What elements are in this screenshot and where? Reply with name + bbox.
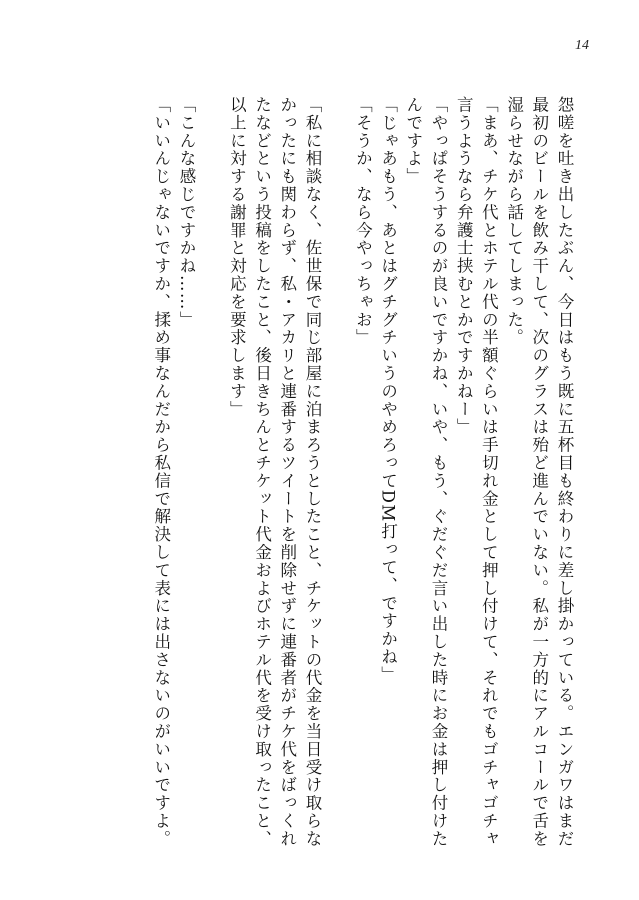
text-line: 「そうか、なら今やっちゃお」 <box>353 96 373 347</box>
text-line: 「私に相談なく、佐世保で同じ部屋に泊まろうとしたこと、チケットの代金を当日受け取らな <box>302 96 322 848</box>
text-line: 「まあ、チケ代とホテル代の半額ぐらいは手切れ金として押し付けて、それでもゴチャゴチャ <box>479 96 499 848</box>
text-line: 「いいんじゃないですか、揉め事なんだから私信で解決して表には出さないのがいいですよ。 <box>151 96 171 848</box>
text-line: たなどという投稿をしたこと、後日きちんとチケット代金およびホテル代を受け取ったこと、 <box>252 96 272 848</box>
text-line: 「やっぱそうするのが良いですかね、いや、もう、ぐだぐだ言い出した時にお金は押し付けた <box>428 96 448 848</box>
text-line: 「こんな感じですかね……」 <box>176 96 196 329</box>
text-line: 湿らせながら話してしまった。 <box>504 96 524 347</box>
body-text <box>149 96 577 856</box>
text-line: 以上に対する謝罪と対応を要求します」 <box>227 96 247 419</box>
text-line: 怨嗟を吐き出したぶん、今日はもう既に五杯目も終わりに差し掛かっている。エンガワはまだ <box>555 96 574 848</box>
paragraph-gap <box>325 96 350 856</box>
text-line: 「じゃあもう、あとはグチグチいうのやめろってDM打って、ですかね」 <box>378 96 398 684</box>
text-line: んですよ」 <box>403 96 423 186</box>
text-line: 最初のビールを飲み干して、次のグラスは殆ど進んでいない。私が一方的にアルコールで舌を <box>529 96 549 848</box>
text-line: 言うようなら弁護士挟むとかですかねー」 <box>454 96 474 437</box>
text-line: かったにも関わらず、私・アカリと連番するツイートを削除せずに連番者がチケ代をばっくれ <box>277 96 297 848</box>
page-number: 14 <box>575 38 589 53</box>
paragraph-gap <box>199 96 224 856</box>
